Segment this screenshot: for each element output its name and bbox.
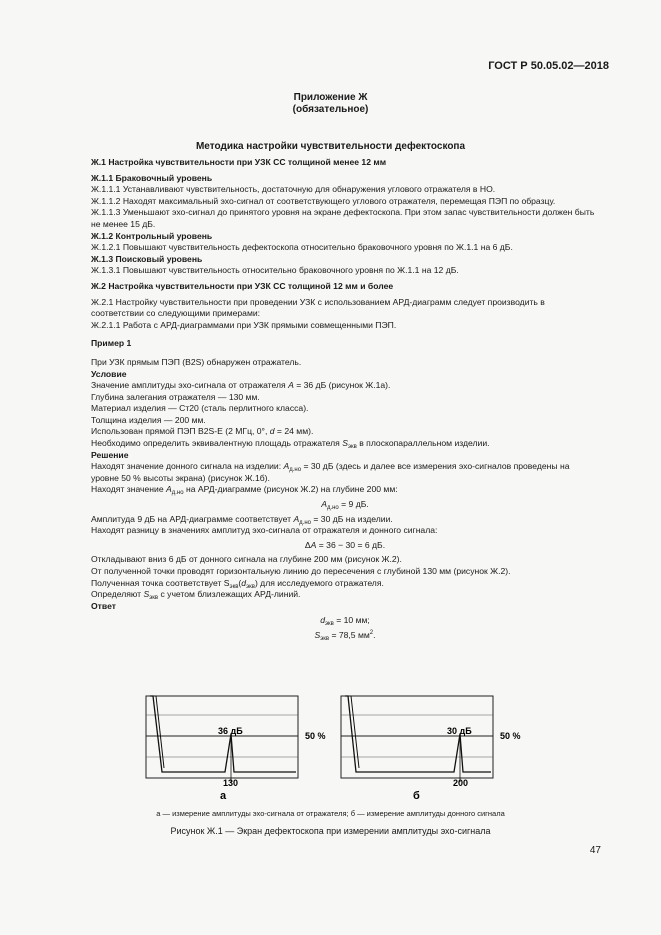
var-d: d — [269, 426, 275, 437]
solution-line-2 — [91, 484, 599, 496]
text: на АРД-диаграмме (рисунок Ж.2) на глубине 200 мм: — [183, 484, 398, 495]
heading-zh11: Ж.1.1 Браковочный уровень — [91, 172, 213, 183]
solution-line-6: От полученной точки проводят горизонтальную линию до пересечения с глубиной 130 мм (рисунок Ж.2). — [91, 566, 511, 576]
screen-b-peak-label: 30 дБ — [447, 726, 472, 736]
example-title: Пример 1 — [91, 338, 132, 349]
example-line-2 — [91, 380, 599, 392]
text: = 10 мм; — [333, 615, 370, 626]
screen-b-level-label: 50 % — [500, 731, 521, 741]
var-a: A — [293, 513, 300, 524]
para-zh113: Ж.1.1.3 Уменьшают эхо-сигнал до принятого уровня на экране дефектоскопа. При этом запас чувствительности должен быть не менее 15 дБ. — [91, 207, 595, 229]
text: = 30 дБ (здесь и далее все измерения эхо-сигналов проведены на уровне 50 % высоты экрана) (рисунок Ж.1б). — [91, 461, 570, 483]
condition-title: Условие — [91, 368, 127, 379]
subscript: д.но — [326, 505, 339, 512]
solution-line-8 — [91, 589, 599, 601]
text: Амплитуда 9 дБ на АРД-диаграмме соответствует — [91, 513, 294, 524]
para-zh111: Ж.1.1.1 Устанавливают чувствительность, достаточную для обнаружения углового отражателя в НО. — [91, 184, 496, 195]
page-number: 47 — [589, 845, 601, 856]
screen-b-depth-label: 200 — [453, 778, 469, 788]
screen-b-panel-label: б — [413, 790, 420, 802]
text: Находят значение — [91, 484, 167, 495]
para-zh131: Ж.1.3.1 Повышают чувствительность относительно браковочного уровня по Ж.1.1 на 12 дБ. — [91, 265, 459, 276]
appendix-status: (обязательное) — [292, 104, 369, 115]
solution-title: Решение — [91, 449, 129, 460]
text: = 24 мм). — [274, 426, 314, 437]
text: = 36 − 30 = 6 дБ. — [316, 539, 386, 550]
text: . — [373, 629, 376, 640]
figure-legend: а — измерение амплитуды эхо-сигнала от отражателя; б — измерение амплитуды донного сигнала — [156, 809, 505, 818]
superscript: 2 — [369, 630, 374, 637]
subscript: д.но — [171, 490, 184, 497]
screen-a-frame — [146, 696, 298, 778]
text: Значение амплитуды эхо-сигнала от отражателя — [91, 380, 289, 391]
screen-a-depth-label: 130 — [223, 778, 239, 788]
example-line-7 — [91, 438, 599, 450]
text: = 78,5 мм — [329, 629, 370, 640]
var-a: A — [283, 461, 290, 472]
document-header: ГОСТ Р 50.05.02—2018 — [488, 60, 609, 72]
figure-caption: Рисунок Ж.1 — Экран дефектоскопа при измерении амплитуды эхо-сигнала — [170, 826, 491, 836]
var-s: S — [342, 438, 348, 449]
example-line-1: При УЗК прямым ПЭП (B2S) обнаружен отражатель. — [91, 356, 302, 367]
screen-a-peak-label: 36 дБ — [218, 726, 243, 736]
para-zh112: Ж.1.1.2 Находят максимальный эхо-сигнал от соответствующего углового отражателя, перемещая ПЭП по образцу. — [91, 195, 556, 206]
text: = 9 дБ. — [338, 499, 369, 510]
answer-line-2 — [91, 630, 599, 642]
equation-1 — [91, 499, 599, 511]
heading-zh2: Ж.2 Настройка чувствительности при УЗК СС толщиной 12 мм и более — [91, 280, 394, 291]
heading-zh1: Ж.1 Настройка чувствительности при УЗК СС толщиной менее 12 мм — [91, 157, 387, 167]
example-line-4: Материал изделия — Ст20 (сталь перлитного класса). — [91, 403, 309, 414]
text: Использован прямой ПЭП B2S-E (2 МГц, 0°, — [91, 426, 270, 437]
para-zh121: Ж.1.2.1 Повышают чувствительность дефектоскопа относительно браковочного уровня по Ж.1.1 на 6 дБ. — [91, 242, 513, 253]
section-title: Методика настройки чувствительности дефектоскопа — [195, 141, 466, 152]
text: ( — [238, 577, 242, 588]
delta: Δ — [304, 539, 311, 550]
var-a: A — [310, 539, 317, 550]
para-zh21: Ж.2.1 Настройку чувствительности при проведении УЗК с использованием АРД-диаграмм следует производить в соответствии со следующими примерами: — [91, 296, 545, 319]
text: Определяют — [91, 589, 144, 600]
var-d: d — [241, 577, 247, 588]
subscript: экв — [347, 444, 357, 451]
var-s: S — [143, 589, 150, 600]
text: = 36 дБ (рисунок Ж.1а). — [293, 380, 391, 391]
subscript: экв — [149, 595, 159, 602]
screen-b — [341, 696, 521, 802]
example-line-3: Глубина залегания отражателя — 130 мм. — [91, 391, 260, 402]
example-line-5: Толщина изделия — 200 мм. — [91, 414, 206, 425]
answer-title: Ответ — [91, 600, 116, 611]
solution-line-1 — [91, 461, 599, 484]
solution-line-4: Находят разницу в значениях амплитуд эхо-сигнала от отражателя и донного сигнала: — [91, 525, 438, 536]
heading-zh13: Ж.1.3 Поисковый уровень — [91, 253, 203, 264]
var-d: d — [320, 615, 325, 626]
solution-line-5: Откладывают вниз 6 дБ от донного сигнала на глубине 200 мм (рисунок Ж.2). — [91, 554, 402, 565]
text: Находят значение донного сигнала на изделии: — [91, 461, 284, 472]
var-s: S — [314, 629, 321, 640]
text: ) для исследуемого отражателя. — [254, 577, 384, 588]
equation-2 — [91, 540, 599, 552]
text: Необходимо определить эквивалентную площадь отражателя — [91, 438, 343, 449]
subscript: д.но — [289, 467, 302, 474]
subscript: экв — [229, 583, 239, 590]
solution-line-3 — [91, 514, 599, 526]
screen-a-panel-label: а — [220, 790, 227, 802]
subscript: д.но — [299, 519, 311, 526]
appendix-title: Приложение Ж — [293, 92, 368, 103]
var-a: A — [288, 380, 294, 391]
solution-line-7 — [91, 578, 599, 590]
subscript: экв — [320, 635, 330, 642]
screen-a — [146, 696, 326, 802]
appendix-heading — [0, 92, 661, 116]
subscript: экв — [246, 583, 255, 590]
answer-line-1 — [91, 615, 599, 627]
text: = 30 дБ на изделии. — [311, 513, 393, 524]
subscript: экв — [324, 621, 334, 628]
figure-zh1 — [140, 694, 530, 802]
text: в плоскопараллельном изделии. — [356, 438, 490, 449]
var-a: A — [166, 484, 172, 495]
example-line-6 — [91, 426, 599, 438]
text: с учетом близлежащих АРД-линий. — [158, 589, 301, 600]
para-zh211: Ж.2.1.1 Работа с АРД-диаграммами при УЗК прямыми совмещенными ПЭП. — [91, 319, 397, 330]
heading-zh12: Ж.1.2 Контрольный уровень — [91, 230, 213, 241]
var-a: A — [321, 499, 327, 510]
screen-a-level-label: 50 % — [305, 731, 326, 741]
document-body — [91, 157, 599, 645]
text: Полученная точка соответствует S — [91, 577, 230, 588]
screen-b-frame — [341, 696, 493, 778]
